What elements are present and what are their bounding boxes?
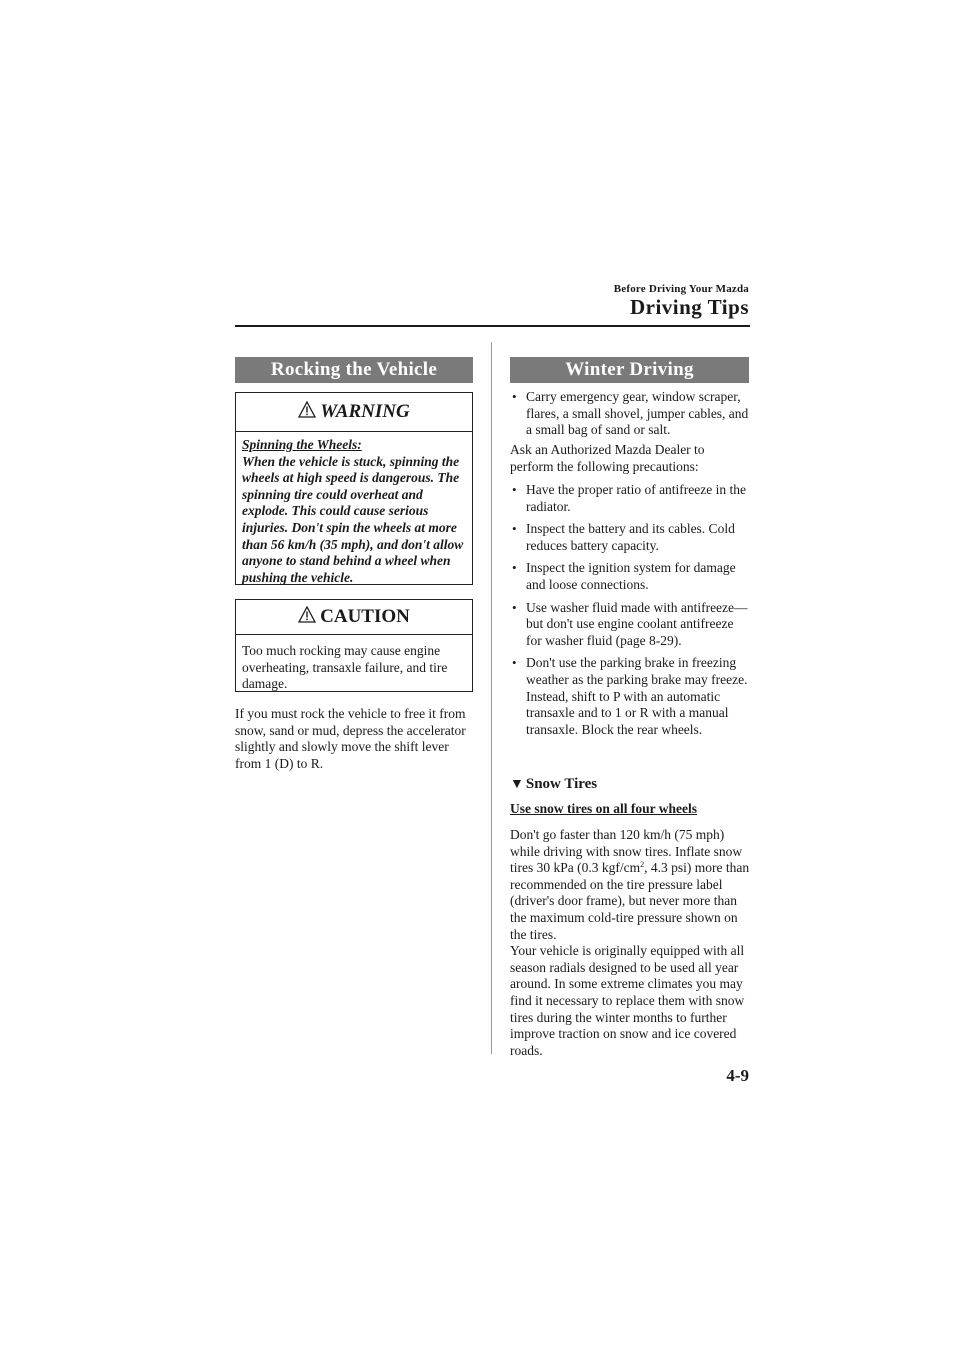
- section-title-winter: Winter Driving: [510, 357, 749, 383]
- snow-tires-heading: ▼ Snow Tires: [510, 776, 598, 792]
- warning-header: [236, 393, 472, 432]
- warning-subheading: Spinning the Wheels:: [242, 437, 362, 452]
- list-item: • Have the proper ratio of antifreeze in the radiator.: [512, 482, 747, 514]
- warning-body: [236, 432, 472, 592]
- emergency-gear-list: [510, 389, 750, 439]
- caution-triangle-icon: [298, 606, 316, 623]
- bullet-dot-icon: •: [512, 521, 517, 537]
- caution-label: CAUTION: [320, 606, 410, 627]
- bullet-dot-icon: •: [512, 599, 517, 615]
- precautions-list: [510, 482, 750, 738]
- list-item: • Don't use the parking brake in freezing weather as the parking brake may freeze. Instead, shift to P with an automatic transaxle and to 1 or R with a manual transaxle. Block the rear wheels.: [512, 655, 748, 737]
- list-item: • Use washer fluid made with antifreeze—but don't use engine coolant antifreeze for washer fluid (page 8-29).: [512, 599, 748, 648]
- down-triangle-icon: ▼: [510, 777, 524, 792]
- caution-header: [236, 600, 472, 635]
- bullet-dot-icon: •: [512, 655, 517, 671]
- snow-tires-subheading: Use snow tires on all four wheels: [510, 801, 698, 816]
- bullet-dot-icon: •: [512, 389, 517, 404]
- list-item: • Inspect the battery and its cables. Cold reduces battery capacity.: [512, 521, 735, 553]
- precautions-intro: Ask an Authorized Mazda Dealer to perform the following precautions:: [510, 442, 705, 474]
- warning-label: WARNING: [320, 401, 410, 422]
- running-header-section: Before Driving Your Mazda: [613, 283, 749, 295]
- rocking-paragraph: If you must rock the vehicle to free it from snow, sand or mud, depress the accelerator slightly and slowly move the shift lever from 1 (D) to R.: [235, 706, 466, 771]
- warning-triangle-icon: [298, 401, 316, 418]
- header-rule: [235, 325, 750, 327]
- list-item: • Carry emergency gear, window scraper, flares, a small shovel, jumper cables, and a small bag of sand or salt.: [512, 389, 749, 438]
- section-title-rocking: Rocking the Vehicle: [235, 357, 473, 383]
- page-number: 4-9: [726, 1066, 749, 1085]
- warning-text: When the vehicle is stuck, spinning the wheels at high speed is dangerous. The spinning tire could overheat and explode. This could cause serious injuries. Don't spin the wheels at more than 56 km/h (35 mph), and don't allow anyone to stand behind a wheel when pushing the vehicle.: [242, 453, 464, 585]
- bullet-dot-icon: •: [512, 560, 517, 576]
- list-item: • Inspect the ignition system for damage and loose connections.: [512, 560, 736, 592]
- bullet-dot-icon: •: [512, 482, 517, 497]
- running-header-title: Driving Tips: [629, 295, 749, 319]
- warning-box: [235, 392, 473, 585]
- snow-tires-paragraph: Don't go faster than 120 km/h (75 mph) while driving with snow tires. Inflate snow tires 30 kPa (0.3 kgf/$cm^2$, 4.3 psi) more than recommended on the tire pressure label (driver's door frame), but never more than the maximum cold-tire pressure shown on the tires. Your vehicle is originally equipped with all season radials designed to be used all year around. In some extreme climates you may find it necessary to replace them with snow tires during the winter months to further improve traction on snow and ice covered roads.: [510, 827, 750, 1058]
- caution-text: Too much rocking may cause engine overheating, transaxle failure, and tire damage.: [242, 643, 448, 692]
- caution-box: [235, 599, 473, 692]
- column-divider: [491, 342, 492, 1054]
